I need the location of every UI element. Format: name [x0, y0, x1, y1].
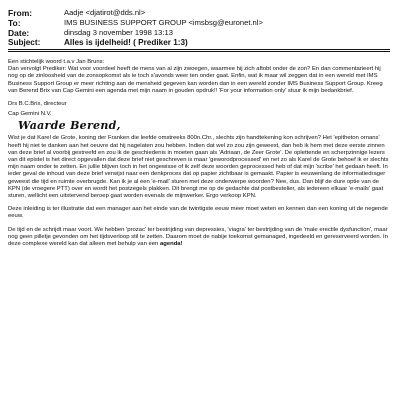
letter-paragraph-3-emphasis: agenda! — [159, 241, 183, 248]
header-divider-thin — [8, 51, 390, 52]
from-row — [8, 8, 390, 18]
from-value: Aadje <djatirot@dds.nl> — [64, 8, 146, 17]
email-body — [8, 59, 390, 248]
recipient-name: Drs B.C.Brix, directeur — [8, 101, 67, 108]
subject-label: Subject: — [8, 38, 41, 47]
email-header — [8, 8, 390, 48]
header-divider-thick — [8, 49, 390, 50]
recipient-company: Cap Gemini N.V. — [8, 111, 52, 118]
date-value: dinsdag 3 november 1998 13:13 — [64, 28, 173, 37]
to-value: IMS BUSINESS SUPPORT GROUP <imsbsg@euronet.nl> — [64, 18, 263, 27]
date-label: Date: — [8, 28, 30, 38]
to-label: To: — [8, 18, 21, 28]
from-label: From: — [8, 8, 33, 18]
letter-paragraph-1: Wist je dat Karel de Grote, koning der Franken die leefde omstreeks 800n.Chr., slechts zijn handtekening kon schrijven? Het 'epitheton ornans' heeft hij niet te danken aan het oeuvre dat hij nagelaten zou hebben. Indien dat wel zo zou zijn geweest, dan heb ik hem met deze eerste zinnen van deze brief al voorbij gestreefd en zou ik de geschiedenis in moeten gaan als 'Adriaan, de Zeer Grote'. De oplettende en scherpzinnige lezers van dit epistel is het direct opgevallen dat deze brief niet geschreven is maar 'geworodprocessed' en net zo als Karel de Grote behoef ik er slechts mijn naam onder te zetten. En jullie blijven toch in het ongewisse of ik zelf deze woorden geprocessed heb of dat mijn 'scribe' het gedaan heeft. In ieder geval de inhoud van deze brief verwijst naar een denkproces dat op papier zichtbaar is gemaakt. Papier is eeuwenlang de informatiedrager geweest die tijd en ruimte overbrugde. Kan ik je al een 'e-mail' sturen met deze onderwerpe woorden? Nee, dus. Dan blijf de dure optie van de KPN (de vroegere PTT) over en wordt het postzegels plakken. Dit brengt me op de gedachte dat postbestelier, als iedereen elkaar 'e-mails' gaat sturen, wellicht een uitstervend beroep gaat worden evenals de mijnwerker. Ergo verkoop KPN. — [8, 135, 389, 200]
letter-paragraph-3-text: De tijd en de schrijdt maar voort. We hebben 'prozac' ter bestrijding van depressies, 'viagra' ter bestrijding van de 'male erectile dysfunction', maar nog geen pilletje gevonden om het tijdsverloop stil te zetten. Daarom moet de nabije toekomst gemanaged, ingedeeld en gereserveerd worden. In deze complexe wereld kan dat alleen met behulp van een — [8, 226, 388, 248]
to-row — [8, 18, 390, 28]
date-row — [8, 28, 390, 38]
handwritten-salutation: Waarde Berend, — [18, 119, 121, 133]
subject-row — [8, 38, 390, 48]
intro-paragraph: Dan vervolgt Prediker: Wat voor voordeel heeft de mens van al zijn zwoegen, waarmee hij zich aftobt onder de zon? En dan commentarieert hij nog op de zinloosheid van de zonsopkomst als ie toch s'avonds weer ten onder gaat. Enfin, wat ik maar wil zeggen dat in een wereld met IMS Business Support Group er meer richting aan de mensheid gegeven kan worden dan in een wereld zonder IMS Business Support Group. Kreeg van Berend Brix van Cap Gemini een agenda met mijn naam in gouden opdruk!! 'For your information only' stuur ik mijn bedankbrief. — [8, 66, 383, 94]
letter-paragraph-2: Deze inleiding is ter illustratie dat een manager aan het einde van de twintigste eeuw meer moet weten en kennen dan een koning uit de negende eeuw. — [8, 206, 388, 220]
subject-value: Alles is ijdelheid! ( Prediker 1:3) — [64, 38, 188, 47]
intro-line: Een stichtelijk woord t.a.v Jan Bruns: — [8, 59, 105, 65]
letter-paragraph-3 — [8, 227, 390, 249]
